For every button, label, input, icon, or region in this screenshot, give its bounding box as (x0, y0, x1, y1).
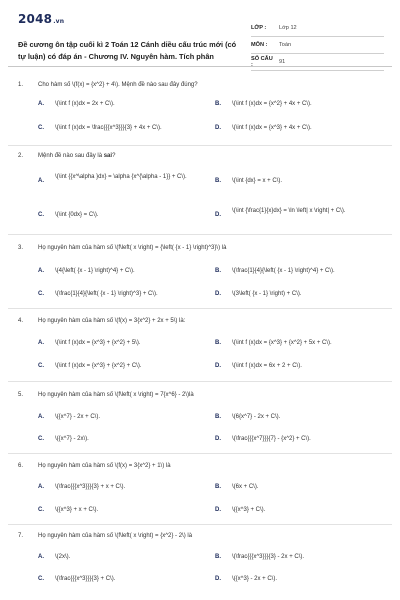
option-text: \(\int f (x)dx = {x^3} + {x^2} + 5\). (55, 340, 141, 346)
meta-row-class (251, 20, 384, 37)
question-text-part: Họ nguyên hàm của hàm số \(f(x) = 3{x^2} + 1\) là (38, 463, 171, 469)
question-divider (8, 381, 392, 382)
option-label: D. (215, 576, 221, 582)
question-text-bold: sai (103, 153, 113, 159)
question-divider (8, 145, 392, 146)
question-text-part: Cho hàm số \(f(x) = {x^2} + 4\). Mệnh đề nào sau đây đúng? (38, 82, 198, 88)
option-text: \({x^3} - 2x + C\). (232, 576, 277, 582)
option-label: A. (38, 268, 44, 274)
question-number: 6. (18, 463, 24, 469)
option-text: \(\int f (x)dx = 6x + 2 + C\). (232, 363, 302, 369)
meta-row-count (251, 54, 384, 71)
question-divider (8, 453, 392, 454)
question-number: 1. (18, 82, 24, 88)
question-text-part: Họ nguyên hàm của hàm số \(f\left( x \right) = 7{x^6} - 2\)là (38, 392, 194, 398)
option-label: B. (215, 178, 221, 184)
question-text-part: Họ nguyên hàm của hàm số \(f\left( x \right) = {x^2} - 2\) là (38, 533, 193, 539)
option-text: \(\int f (x)dx = {x^3} + {x^2} + C\). (55, 363, 142, 369)
option-label: C. (38, 363, 44, 369)
option-label: B. (215, 414, 221, 420)
option-text: \(\frac{1}{4}{\left( {x - 1} \right)^3} + C\). (55, 291, 158, 297)
meta-row-subject (251, 37, 384, 54)
question-number: 5. (18, 392, 24, 398)
option-text: \(\int {\frac{1}{x}dx} = \ln \left| x \right| + C\). (232, 208, 346, 214)
option-text: \(\frac{{{x^3}}}{3} - 2x + C\). (232, 554, 305, 560)
option-label: C. (38, 507, 44, 513)
question-divider (8, 234, 392, 235)
question-number: 2. (18, 153, 24, 159)
option-text: \(6x + C\). (232, 484, 259, 490)
option-label: C. (38, 125, 44, 131)
option-text: \(\int f (x)dx = {x^3} + {x^2} + 5x + C\). (232, 340, 332, 346)
question-text (38, 392, 194, 398)
question-text (38, 463, 171, 469)
question-divider (8, 308, 392, 309)
logo-text: 2048 (18, 12, 53, 26)
option-label: D. (215, 125, 221, 131)
question-number: 4. (18, 318, 24, 324)
logo-suffix: .vn (53, 18, 65, 25)
site-logo[interactable] (18, 12, 64, 26)
option-label: A. (38, 414, 44, 420)
option-label: C. (38, 576, 44, 582)
option-text: \({x^3} + C\). (232, 507, 266, 513)
option-text: \(\int {{x^\alpha }dx} = \alpha {x^{\alpha - 1}} + C\). (55, 174, 187, 180)
option-label: D. (215, 507, 221, 513)
option-text: \(\int f (x)dx = {x^3} + 4x + C\). (232, 125, 312, 131)
question-text-part: ? (112, 153, 116, 159)
option-text: \(4{\left( {x - 1} \right)^4} + C\). (55, 268, 135, 274)
option-text: \(\frac{{{x^7}}}{7} - {x^2} + C\). (232, 436, 311, 442)
question-text (38, 153, 115, 159)
option-text: \(\frac{{{x^3}}}{3} + x + C\). (55, 484, 126, 490)
option-text: \(\int {dx} = x + C\). (232, 178, 283, 184)
question-text-part: Họ nguyên hàm của hàm số \(f(x) = 3{x^2} + 2x + 5\) là: (38, 318, 186, 324)
option-label: B. (215, 340, 221, 346)
meta-key: SỐ CÂU : (251, 56, 273, 68)
option-label: A. (38, 178, 44, 184)
option-label: C. (38, 291, 44, 297)
option-label: C. (38, 212, 44, 218)
option-text: \({x^7} - 2x + C\). (55, 414, 100, 420)
meta-value: Lớp 12 (279, 25, 297, 31)
option-label: C. (38, 436, 44, 442)
option-text: \(\int f (x)dx = \frac{{{x^3}}}{3} + 4x + C\). (55, 125, 162, 131)
question-text-part: Mệnh đề nào sau đây là (38, 153, 104, 159)
option-text: \(6{x^7} - 2x + C\). (232, 414, 281, 420)
meta-key: MÔN : (251, 42, 268, 48)
question-number: 3. (18, 245, 24, 251)
meta-key: LỚP : (251, 25, 267, 31)
option-text: \(\int {0dx} = C\). (55, 212, 99, 218)
option-label: A. (38, 484, 44, 490)
option-text: \(\frac{1}{4}{\left( {x - 1} \right)^4} + C\). (232, 268, 335, 274)
question-number: 7. (18, 533, 24, 539)
option-text: \(\frac{{{x^3}}}{3} + C\). (55, 576, 116, 582)
option-label: D. (215, 212, 221, 218)
option-label: D. (215, 363, 221, 369)
option-label: B. (215, 101, 221, 107)
option-text: \(\int f (x)dx = {x^2} + 4x + C\). (232, 101, 312, 107)
option-label: B. (215, 484, 221, 490)
question-text-part: Họ nguyên hàm của hàm số \(f\left( x \right) = {\left( {x - 1} \right)^3}\) là (38, 245, 227, 251)
option-label: D. (215, 436, 221, 442)
meta-value: Toán (279, 42, 292, 48)
option-text: \({x^7} - 2x\). (55, 436, 89, 442)
question-text (38, 533, 192, 539)
option-label: D. (215, 291, 221, 297)
question-text (38, 318, 185, 324)
option-text: \(3\left( {x - 1} \right) + C\). (232, 291, 302, 297)
meta-value: 91 (279, 59, 286, 65)
document-meta (251, 20, 384, 71)
option-label: A. (38, 340, 44, 346)
option-text: \(2x\). (55, 554, 71, 560)
header-divider (8, 66, 392, 67)
question-text (38, 245, 226, 251)
option-label: B. (215, 268, 221, 274)
document-title: Đề cương ôn tập cuối kì 2 Toán 12 Cánh diều cấu trúc mới (có tự luận) có đáp án - Chương IV. Nguyên hàm. Tích phân (18, 40, 237, 61)
option-label: B. (215, 554, 221, 560)
option-label: A. (38, 554, 44, 560)
question-divider (8, 524, 392, 525)
question-text (38, 82, 198, 88)
option-text: \({x^3} + x + C\). (55, 507, 99, 513)
option-text: \(\int f (x)dx = 2x + C\). (55, 101, 115, 107)
option-label: A. (38, 101, 44, 107)
